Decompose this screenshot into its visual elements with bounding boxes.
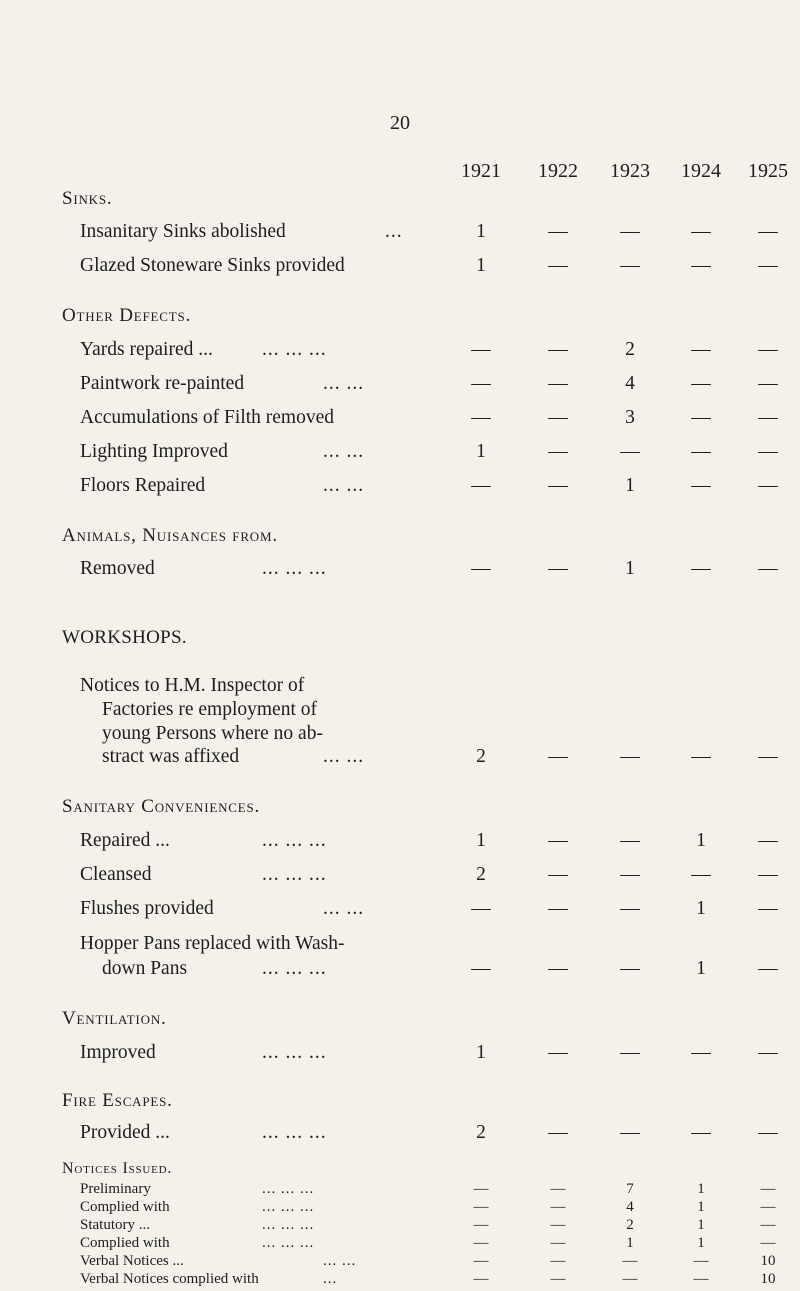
cell-1924: —	[691, 746, 711, 767]
cell-1921: —	[471, 407, 491, 428]
cell-1924: 1	[697, 1181, 705, 1197]
row-label: Flushes provided	[80, 898, 214, 919]
cell-1922: —	[548, 1122, 568, 1143]
cell-1923: 4	[625, 373, 635, 394]
cell-1923: 2	[626, 1217, 634, 1233]
table-row	[0, 898, 800, 924]
cell-1924: —	[691, 255, 711, 276]
cell-1923: —	[620, 1122, 640, 1143]
cell-1922: —	[548, 864, 568, 885]
hopper-pans-label	[80, 932, 480, 956]
cell-1924: 1	[696, 898, 706, 919]
cell-1921: 1	[476, 441, 486, 462]
cell-1923: 1	[625, 558, 635, 579]
cell-1922: —	[550, 1253, 566, 1269]
cell-1921: 1	[476, 221, 486, 242]
cell-1925: —	[758, 475, 778, 496]
cell-1921: 2	[476, 746, 486, 767]
cell-1921: —	[473, 1199, 489, 1215]
cell-1925: 10	[760, 1271, 776, 1287]
section-heading-sinks: Sinks.	[62, 188, 113, 209]
leader-dots: ... ... ...	[262, 558, 327, 579]
cell-1922: —	[548, 898, 568, 919]
cell-1924: —	[693, 1253, 709, 1269]
section-heading-sanitary-conveniences: Sanitary Conveniences.	[62, 796, 261, 817]
leader-dots: ... ...	[323, 1253, 357, 1269]
cell-1922: —	[548, 339, 568, 360]
row-label: Preliminary	[80, 1181, 151, 1197]
table-row	[0, 441, 800, 467]
leader-dots: ...	[385, 221, 403, 242]
table-row	[0, 475, 800, 501]
year-1923: 1923	[610, 160, 650, 182]
cell-1925: —	[758, 830, 778, 851]
row-label: Paintwork re-painted	[80, 373, 245, 394]
cell-1924: —	[693, 1271, 709, 1287]
cell-1921: —	[471, 958, 491, 979]
cell-1923: —	[620, 746, 640, 767]
table-row	[0, 558, 800, 584]
leader-dots: ... ... ...	[262, 958, 327, 979]
row-label: Verbal Notices complied with	[80, 1271, 259, 1287]
cell-1924: —	[691, 1122, 711, 1143]
cell-1924: 1	[697, 1199, 705, 1215]
table-row	[0, 864, 800, 890]
year-1922: 1922	[538, 160, 578, 182]
label-line: young Persons where no ab-	[102, 723, 323, 744]
cell-1921: —	[473, 1271, 489, 1287]
cell-1925: —	[758, 1122, 778, 1143]
section-heading-fire-escapes: Fire Escapes.	[62, 1090, 173, 1111]
table-row	[0, 1122, 800, 1148]
cell-1923: 1	[625, 475, 635, 496]
cell-1923: 7	[626, 1181, 634, 1197]
row-label: Cleansed	[80, 864, 152, 885]
leader-dots: ... ...	[323, 373, 365, 394]
cell-1924: —	[691, 441, 711, 462]
section-heading-ventilation: Ventilation.	[62, 1008, 167, 1029]
cell-1922: —	[548, 255, 568, 276]
row-label: Improved	[80, 1042, 156, 1063]
row-label: Statutory ...	[80, 1217, 150, 1233]
row-label: Accumulations of Filth removed	[80, 407, 334, 428]
table-row	[0, 830, 800, 856]
cell-1922: —	[548, 221, 568, 242]
cell-1924: 1	[696, 958, 706, 979]
cell-1923: —	[620, 864, 640, 885]
cell-1921: —	[471, 558, 491, 579]
table-row	[0, 958, 800, 984]
page-number: 20	[390, 112, 410, 134]
cell-1925: —	[758, 864, 778, 885]
row-label: Provided ...	[80, 1122, 170, 1143]
cell-1924: 1	[696, 830, 706, 851]
cell-1925: —	[760, 1199, 776, 1215]
leader-dots: ... ...	[323, 746, 365, 767]
row-label: Glazed Stoneware Sinks provided	[80, 255, 345, 276]
row-label: Yards repaired ...	[80, 339, 213, 360]
cell-1921: 1	[476, 255, 486, 276]
row-label: down Pans	[102, 958, 188, 979]
section-heading-workshops: WORKSHOPS.	[62, 627, 187, 648]
leader-dots: ... ...	[323, 441, 365, 462]
cell-1921: —	[473, 1235, 489, 1251]
cell-1925: —	[758, 373, 778, 394]
cell-1921: —	[473, 1181, 489, 1197]
leader-dots: ... ... ...	[262, 1199, 315, 1215]
leader-dots: ... ... ...	[262, 1235, 315, 1251]
cell-1923: —	[620, 221, 640, 242]
row-label: Complied with	[80, 1199, 170, 1215]
leader-dots: ... ... ...	[262, 1042, 327, 1063]
cell-1923: —	[620, 441, 640, 462]
cell-1922: —	[550, 1235, 566, 1251]
cell-1922: —	[550, 1181, 566, 1197]
cell-1924: —	[691, 864, 711, 885]
cell-1921: —	[471, 339, 491, 360]
cell-1925: —	[758, 1042, 778, 1063]
cell-1921: —	[471, 475, 491, 496]
cell-1923: —	[620, 898, 640, 919]
leader-dots: ... ... ...	[262, 339, 327, 360]
cell-1925: —	[760, 1181, 776, 1197]
cell-1923: 1	[626, 1235, 634, 1251]
cell-1922: —	[550, 1199, 566, 1215]
leader-dots: ... ... ...	[262, 864, 327, 885]
row-label: stract was affixed	[102, 746, 240, 767]
cell-1923: —	[620, 1042, 640, 1063]
cell-1925: —	[760, 1217, 776, 1233]
section-heading-animals: Animals, Nuisances from.	[62, 525, 278, 546]
row-label: Removed	[80, 558, 155, 579]
cell-1923: 2	[625, 339, 635, 360]
leader-dots: ... ... ...	[262, 830, 327, 851]
label-line: Hopper Pans replaced with Wash-	[80, 933, 345, 954]
cell-1922: —	[548, 475, 568, 496]
cell-1925: —	[758, 407, 778, 428]
year-1921: 1921	[461, 160, 501, 182]
label-line: Notices to H.M. Inspector of	[80, 675, 305, 696]
cell-1925: —	[758, 221, 778, 242]
cell-1922: —	[550, 1217, 566, 1233]
cell-1921: 2	[476, 864, 486, 885]
table-row	[0, 339, 800, 365]
cell-1924: —	[691, 407, 711, 428]
cell-1925: —	[758, 746, 778, 767]
cell-1923: —	[620, 255, 640, 276]
leader-dots: ...	[323, 1271, 338, 1287]
cell-1923: —	[620, 958, 640, 979]
cell-1923: —	[622, 1271, 638, 1287]
cell-1924: 1	[697, 1217, 705, 1233]
cell-1922: —	[548, 830, 568, 851]
cell-1922: —	[548, 441, 568, 462]
cell-1924: —	[691, 373, 711, 394]
table-row	[0, 746, 800, 772]
cell-1921: 1	[476, 1042, 486, 1063]
table-row	[0, 221, 800, 247]
cell-1924: —	[691, 221, 711, 242]
workshops-notice-label	[80, 674, 480, 746]
cell-1923: —	[620, 830, 640, 851]
table-row	[0, 373, 800, 399]
leader-dots: ... ...	[323, 898, 365, 919]
leader-dots: ... ... ...	[262, 1217, 315, 1233]
year-1925: 1925	[748, 160, 788, 182]
cell-1924: —	[691, 558, 711, 579]
section-heading-notices-issued: Notices Issued.	[62, 1160, 173, 1177]
cell-1922: —	[550, 1271, 566, 1287]
table-row	[0, 1042, 800, 1068]
leader-dots: ... ... ...	[262, 1122, 327, 1143]
label-line: Factories re employment of	[102, 699, 317, 720]
row-label: Floors Repaired	[80, 475, 206, 496]
section-heading-other-defects: Other Defects.	[62, 305, 192, 326]
leader-dots: ... ...	[323, 475, 365, 496]
cell-1921: —	[471, 898, 491, 919]
cell-1925: —	[760, 1235, 776, 1251]
year-1924: 1924	[681, 160, 721, 182]
cell-1922: —	[548, 958, 568, 979]
cell-1921: 2	[476, 1122, 486, 1143]
cell-1922: —	[548, 407, 568, 428]
cell-1924: —	[691, 475, 711, 496]
cell-1921: —	[473, 1217, 489, 1233]
leader-dots: ... ... ...	[262, 1181, 315, 1197]
cell-1925: —	[758, 898, 778, 919]
cell-1921: —	[473, 1253, 489, 1269]
row-label: Repaired ...	[80, 830, 170, 851]
table-row	[0, 255, 800, 281]
cell-1923: 4	[626, 1199, 634, 1215]
cell-1924: 1	[697, 1235, 705, 1251]
cell-1923: —	[622, 1253, 638, 1269]
year-header-row	[400, 160, 788, 186]
row-label: Lighting Improved	[80, 441, 228, 462]
cell-1922: —	[548, 1042, 568, 1063]
row-label: Verbal Notices ...	[80, 1253, 184, 1269]
row-label: Insanitary Sinks abolished	[80, 221, 286, 242]
cell-1921: —	[471, 373, 491, 394]
cell-1924: —	[691, 339, 711, 360]
table-row	[0, 407, 800, 433]
cell-1925: —	[758, 558, 778, 579]
cell-1925: —	[758, 441, 778, 462]
cell-1922: —	[548, 373, 568, 394]
cell-1925: —	[758, 255, 778, 276]
cell-1921: 1	[476, 830, 486, 851]
cell-1922: —	[548, 746, 568, 767]
row-label: Complied with	[80, 1235, 170, 1251]
cell-1925: —	[758, 958, 778, 979]
cell-1923: 3	[625, 407, 635, 428]
cell-1925: 10	[760, 1253, 776, 1269]
cell-1925: —	[758, 339, 778, 360]
cell-1924: —	[691, 1042, 711, 1063]
cell-1922: —	[548, 558, 568, 579]
